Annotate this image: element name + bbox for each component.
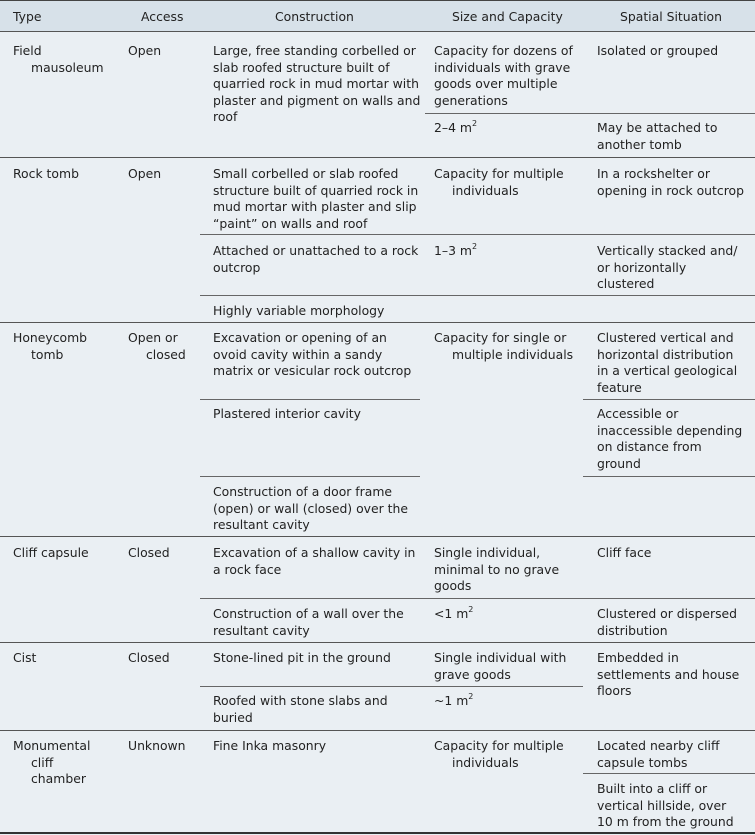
text-line: Large, free standing corbelled or: [213, 43, 416, 58]
cell-type: Cliff capsule: [13, 545, 89, 560]
text-line: slab roofed structure built of: [213, 59, 390, 75]
text-line: opening in rock outcrop: [597, 182, 744, 198]
cell-spatial: [597, 243, 737, 293]
cell-construction: [213, 606, 404, 639]
table-header: [0, 0, 755, 32]
text-line: resultant cavity: [213, 517, 310, 533]
text-line: inaccessible depending: [597, 422, 743, 438]
cell-type: Rock tomb: [13, 166, 79, 181]
text-line: ground: [597, 455, 641, 471]
size-value: 2–4 m: [434, 120, 472, 135]
cell-construction: [213, 166, 418, 232]
text-line: Small corbelled or slab roofed: [213, 166, 399, 181]
cell-construction: Highly variable morphology: [213, 303, 385, 318]
text-line: vertical hillside, over: [597, 797, 727, 813]
text-line: In a rockshelter or: [597, 166, 710, 181]
size-value: ~1 m: [434, 693, 469, 708]
header-construction: Construction: [275, 9, 354, 24]
text-line: capsule tombs: [597, 754, 688, 770]
cell-spatial: [597, 330, 737, 396]
cell-spatial: Cliff face: [597, 545, 652, 560]
row-divider: [0, 322, 755, 323]
cell-construction: [213, 693, 388, 726]
sub-divider: [200, 399, 420, 400]
text-line: in a vertical geological: [597, 363, 738, 379]
sub-divider: [200, 234, 755, 235]
text-line: Roofed with stone slabs and: [213, 693, 388, 708]
sub-divider: [583, 773, 755, 774]
cell-construction: Stone-lined pit in the ground: [213, 650, 391, 665]
text-line: clustered: [597, 276, 655, 292]
cell-spatial: [597, 650, 739, 700]
cell-size: [434, 693, 473, 710]
cell-size: [434, 545, 559, 595]
header-spatial-situation: Spatial Situation: [620, 9, 722, 24]
table-bottom-border: [0, 832, 755, 834]
sub-divider: [200, 295, 755, 296]
text-line: minimal to no grave: [434, 561, 560, 577]
text-line: Construction of a wall over the: [213, 606, 404, 621]
cell-access: Open: [128, 166, 162, 181]
row-divider: [0, 157, 755, 158]
type-line: chamber: [31, 771, 86, 787]
type-line: mausoleum: [31, 59, 104, 75]
text-line: Embedded in: [597, 650, 679, 665]
text-line: May be attached to: [597, 120, 718, 135]
cell-size: [434, 606, 473, 623]
cell-construction: Plastered interior cavity: [213, 406, 361, 421]
superscript: 2: [468, 605, 474, 614]
sub-divider: [200, 476, 420, 477]
cell-spatial: [597, 166, 744, 199]
sub-divider: [583, 476, 755, 477]
cell-size: [434, 330, 573, 363]
text-line: buried: [213, 709, 253, 725]
text-line: a rock face: [213, 561, 282, 577]
text-line: Capacity for dozens of: [434, 43, 573, 58]
text-line: ovoid cavity within a sandy: [213, 346, 383, 362]
text-line: individuals: [452, 754, 519, 770]
text-line: Clustered or dispersed: [597, 606, 738, 621]
cell-size: [434, 43, 573, 109]
text-line: Capacity for single or: [434, 330, 567, 345]
type-line: Monumental: [13, 738, 91, 753]
cell-spatial: [597, 738, 720, 771]
text-line: goods over multiple: [434, 76, 558, 92]
superscript: 2: [471, 242, 478, 251]
superscript: 2: [468, 692, 474, 701]
sub-divider: [200, 686, 583, 687]
text-line: Capacity for multiple: [434, 738, 564, 753]
cell-access: Closed: [128, 545, 170, 560]
text-line: Capacity for multiple: [434, 166, 564, 181]
text-line: settlements and house: [597, 666, 740, 682]
text-line: Clustered vertical and: [597, 330, 734, 345]
text-line: outcrop: [213, 259, 261, 275]
cell-size: [434, 650, 566, 683]
text-line: on distance from: [597, 439, 702, 455]
text-line: Vertically stacked and/: [597, 243, 738, 258]
text-line: matrix or vesicular rock outcrop: [213, 363, 412, 379]
cell-type: [13, 738, 90, 788]
text-line: resultant cavity: [213, 622, 310, 638]
cell-spatial: [597, 606, 737, 639]
text-line: “paint” on walls and roof: [213, 215, 368, 231]
cell-construction: [213, 484, 408, 534]
text-line: Single individual,: [434, 545, 541, 560]
text-line: structure built of quarried rock in: [213, 182, 419, 198]
cell-construction: [213, 43, 428, 126]
text-line: Excavation of a shallow cavity in: [213, 545, 416, 560]
cell-spatial: [597, 406, 742, 472]
cell-spatial: Isolated or grouped: [597, 43, 719, 58]
text-line: multiple individuals: [452, 346, 574, 362]
cell-spatial: [597, 120, 717, 153]
cell-spatial: [597, 781, 734, 831]
text-line: 10 m from the ground: [597, 814, 734, 830]
cell-type: [13, 43, 104, 76]
cell-construction: [213, 545, 415, 578]
cell-construction: Fine Inka masonry: [213, 738, 327, 753]
text-line: Built into a cliff or: [597, 781, 708, 796]
text-line: closed: [146, 346, 186, 362]
cell-size: [434, 243, 477, 260]
text-line: another tomb: [597, 136, 682, 152]
size-value: 1–3 m: [434, 243, 472, 258]
cell-type: [13, 330, 87, 363]
cell-access: Closed: [128, 650, 170, 665]
sub-divider: [583, 399, 755, 400]
text-line: distribution: [597, 622, 668, 638]
sub-divider: [200, 598, 755, 599]
text-line: mud mortar with plaster and slip: [213, 199, 417, 215]
header-type: Type: [13, 9, 42, 24]
cell-construction: [213, 243, 418, 276]
size-value: <1 m: [434, 606, 469, 621]
type-line: cliff: [31, 754, 54, 770]
cell-size: [434, 166, 564, 199]
cell-access: Open: [128, 43, 162, 58]
text-line: Single individual with: [434, 650, 567, 665]
text-line: quarried rock in mud mortar with: [213, 76, 419, 92]
cell-size: [434, 120, 477, 137]
type-line: Field: [13, 43, 42, 58]
text-line: goods: [434, 578, 472, 594]
text-line: roof: [213, 109, 238, 125]
text-line: plaster and pigment on walls and: [213, 92, 421, 108]
cell-size: [434, 738, 564, 771]
text-line: Located nearby cliff: [597, 738, 720, 753]
type-line: tomb: [31, 346, 64, 362]
type-line: Honeycomb: [13, 330, 88, 345]
header-access: Access: [141, 9, 184, 24]
text-line: Excavation or opening of an: [213, 330, 387, 345]
text-line: Accessible or: [597, 406, 679, 421]
row-divider: [0, 730, 755, 731]
header-size-capacity: Size and Capacity: [452, 9, 563, 24]
text-line: individuals: [452, 182, 519, 198]
text-line: individuals with grave: [434, 59, 571, 75]
superscript: 2: [471, 119, 478, 128]
text-line: horizontal distribution: [597, 346, 734, 362]
cell-access: Unknown: [128, 738, 186, 753]
text-line: floors: [597, 683, 632, 699]
row-divider: [0, 642, 755, 643]
text-line: feature: [597, 379, 642, 395]
row-divider: [0, 536, 755, 537]
cell-construction: [213, 330, 411, 380]
text-line: Open or: [128, 330, 178, 345]
text-line: grave goods: [434, 666, 511, 682]
text-line: Construction of a door frame: [213, 484, 393, 499]
text-line: Attached or unattached to a rock: [213, 243, 419, 258]
text-line: (open) or wall (closed) over the: [213, 500, 408, 516]
text-line: generations: [434, 92, 508, 108]
text-line: or horizontally: [597, 259, 687, 275]
cell-access: [128, 330, 186, 363]
sub-divider: [425, 113, 755, 114]
cell-type: Cist: [13, 650, 37, 665]
